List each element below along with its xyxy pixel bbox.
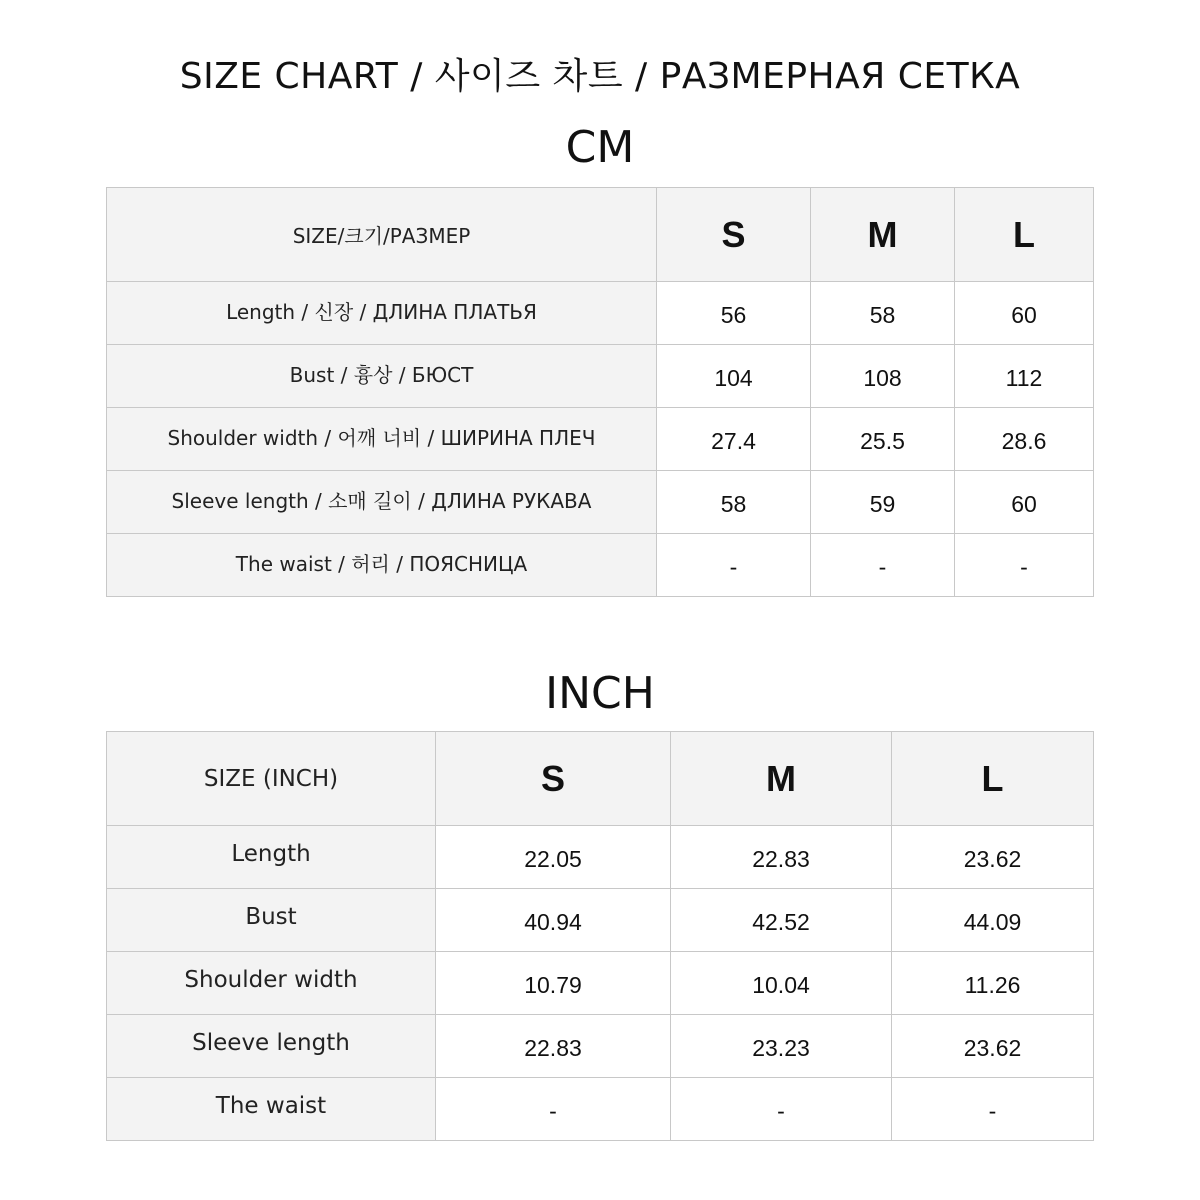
row-label: Shoulder width — [107, 952, 436, 1015]
size-l-header: L — [892, 732, 1094, 826]
row-label: Sleeve length — [107, 1015, 436, 1078]
table-cell: - — [436, 1078, 671, 1141]
table-cell: 28.6 — [955, 408, 1094, 471]
row-label: Length / 신장 / ДЛИНА ПЛАТЬЯ — [107, 282, 657, 345]
table-row — [107, 534, 1094, 597]
table-row — [107, 889, 1094, 952]
table-cell: 60 — [955, 282, 1094, 345]
size-l-header: L — [955, 188, 1094, 282]
table-cell: 25.5 — [811, 408, 955, 471]
table-header-row — [107, 188, 1094, 282]
table-cell: 23.62 — [892, 1015, 1094, 1078]
table-cell: 56 — [657, 282, 811, 345]
table-cell: 58 — [811, 282, 955, 345]
table-row — [107, 1078, 1094, 1141]
row-label: Sleeve length / 소매 길이 / ДЛИНА РУКАВА — [107, 471, 657, 534]
table-row — [107, 345, 1094, 408]
size-s-header: S — [436, 732, 671, 826]
table-cell: - — [892, 1078, 1094, 1141]
table-row — [107, 282, 1094, 345]
table-row — [107, 471, 1094, 534]
table-cell: 104 — [657, 345, 811, 408]
table-row — [107, 1015, 1094, 1078]
table-cell: 11.26 — [892, 952, 1094, 1015]
row-label: Shoulder width / 어깨 너비 / ШИРИНА ПЛЕЧ — [107, 408, 657, 471]
table-cell: 23.23 — [671, 1015, 892, 1078]
table-cell: 59 — [811, 471, 955, 534]
table-row — [107, 826, 1094, 889]
inch-size-table — [106, 731, 1094, 1141]
size-m-header: M — [811, 188, 955, 282]
table-cell: 58 — [657, 471, 811, 534]
table-row — [107, 952, 1094, 1015]
size-column-header: SIZE/크기/РАЗМЕР — [107, 188, 657, 282]
row-label: The waist / 허리 / ПОЯСНИЦА — [107, 534, 657, 597]
table-cell: - — [811, 534, 955, 597]
table-cell: 60 — [955, 471, 1094, 534]
table-cell: 22.83 — [671, 826, 892, 889]
page-title: SIZE CHART / 사이즈 차트 / РАЗМЕРНАЯ СЕТКА — [179, 56, 1021, 97]
table-cell: 10.04 — [671, 952, 892, 1015]
row-label: Bust — [107, 889, 436, 952]
size-column-header: SIZE (INCH) — [107, 732, 436, 826]
table-cell: 22.83 — [436, 1015, 671, 1078]
inch-section-title: INCH — [545, 668, 655, 719]
table-cell: 44.09 — [892, 889, 1094, 952]
table-cell: 23.62 — [892, 826, 1094, 889]
table-cell: 112 — [955, 345, 1094, 408]
table-cell: - — [657, 534, 811, 597]
row-label: Bust / 흉상 / БЮСТ — [107, 345, 657, 408]
table-cell: 40.94 — [436, 889, 671, 952]
table-cell: 42.52 — [671, 889, 892, 952]
table-header-row — [107, 732, 1094, 826]
table-cell: 10.79 — [436, 952, 671, 1015]
table-cell: 108 — [811, 345, 955, 408]
row-label: The waist — [107, 1078, 436, 1141]
size-m-header: M — [671, 732, 892, 826]
table-cell: - — [671, 1078, 892, 1141]
cm-section-title: CM — [565, 122, 635, 173]
row-label: Length — [107, 826, 436, 889]
table-cell: 22.05 — [436, 826, 671, 889]
table-cell: 27.4 — [657, 408, 811, 471]
size-s-header: S — [657, 188, 811, 282]
cm-size-table — [106, 187, 1094, 597]
table-row — [107, 408, 1094, 471]
table-cell: - — [955, 534, 1094, 597]
